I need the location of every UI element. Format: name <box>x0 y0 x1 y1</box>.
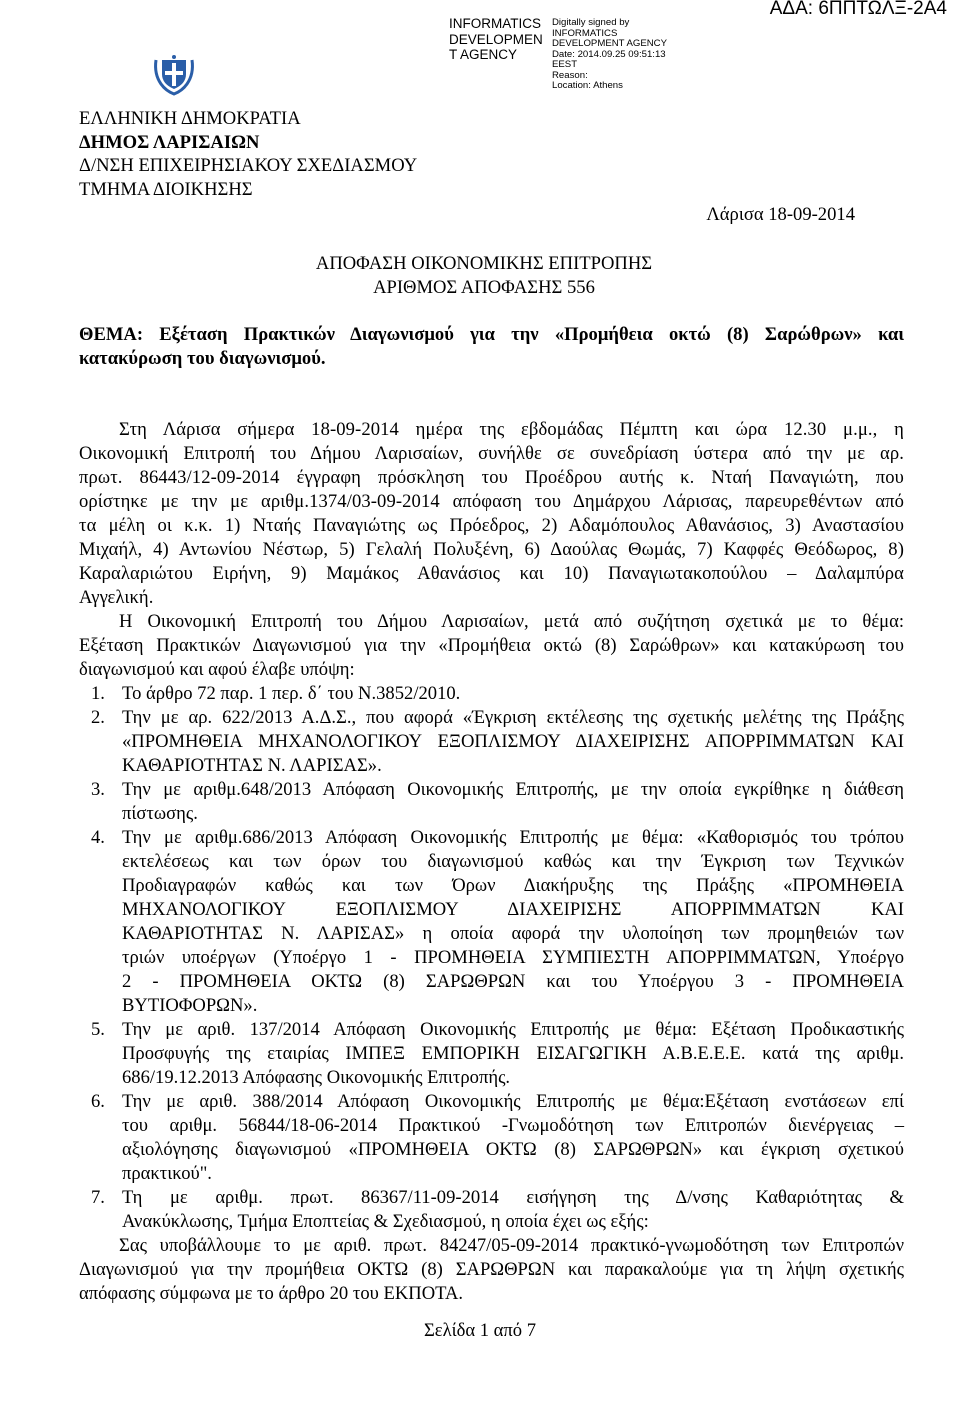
paragraph-line: Καραλαριώτου Ειρήνη, 9) Μαμάκος Αθανάσιος και 10) Παναγιωτακοπούλου – Δαλαμπύρα <box>79 563 904 584</box>
signature-signer-line: T AGENCY <box>449 47 518 62</box>
list-item-line: του αριθμ. 56844/18-06-2014 Πρακτικού -Γνωμοδότηση των Επιτροπών διενέργειας – <box>122 1115 904 1136</box>
list-item-number: 5. <box>91 1019 105 1040</box>
paragraph-line: Διαγωνισμού για την προμήθεια ΟΚΤΩ (8) ΣΑΡΩΘΡΩΝ και παρακαλούμε για τη λήψη σχετικής <box>79 1259 904 1280</box>
list-item-number: 4. <box>91 827 105 848</box>
list-item-line: πρακτικού". <box>122 1163 212 1184</box>
signature-detail-line: INFORMATICS <box>552 27 618 39</box>
signature-signer <box>449 16 554 63</box>
header-municipality: ΔΗΜΟΣ ΛΑΡΙΣΑΙΩΝ <box>79 131 260 153</box>
paragraph-line: απόφασης σύμφωνα με το άρθρο 20 του ΕΚΠΟΤΑ. <box>79 1283 464 1304</box>
signature-signer-line: DEVELOPMEN <box>449 31 543 47</box>
list-item-line: Την με αρ. 622/2013 Α.Δ.Σ., που αφορά «Έγκριση εκτέλεσης της σχετικής μελέτης της Πράξης <box>122 707 904 728</box>
paragraph-line: τα μέλη οι κ.κ. 1) Νταής Παναγιώτης ως Πρόεδρος, 2) Αδαμόπουλος Αθανάσιος, 3) Αναστασίου <box>79 515 904 536</box>
list-item-line: Προδιαγραφών καθώς και των Όρων Διακήρυξης της Πράξης «ΠΡΟΜΗΘΕΙΑ <box>122 875 904 896</box>
paragraph-line: Η Οικονομική Επιτροπή του Δήμου Λαρισαίων, μετά από συζήτηση σχετικά με το θέμα: <box>119 611 904 632</box>
intro-paragraph <box>79 418 904 610</box>
list-item-number: 1. <box>91 683 105 704</box>
list-item <box>79 682 904 706</box>
header-directorate: Δ/ΝΣΗ ΕΠΙΧΕΙΡΗΣΙΑΚΟΥ ΣΧΕΔΙΑΣΜΟΥ <box>79 155 418 176</box>
list-item-line: εκτελέσεως και των όρων του διαγωνισμού καθώς και την Έγκριση των Τεχνικών <box>122 851 904 872</box>
subject-line: ΘΕΜΑ: Εξέταση Πρακτικών Διαγωνισμού για την «Προμήθεια οκτώ (8) Σαρώθρων» και <box>79 324 904 345</box>
signature-detail-line: Date: 2014.09.25 09:51:13 <box>552 48 666 60</box>
list-item-line: πίστωσης. <box>122 803 198 824</box>
signature-detail-line: Location: Athens <box>552 80 623 91</box>
signature-detail-line: EEST <box>552 59 578 70</box>
paragraph-line: Εξέταση Πρακτικών Διαγωνισμού για την «Προμήθεια οκτώ (8) Σαρώθρων» και κατακύρωση του <box>79 635 904 656</box>
ada-identifier: ΑΔΑ: 6ΠΠΤΩΛΞ-2Α4 <box>769 0 947 19</box>
list-item-line: ΜΗΧΑΝΟΛΟΓΙΚΟΥ ΕΞΟΠΛΙΣΜΟΥ ΔΙΑΧΕΙΡΙΣΗΣ ΑΠΟΡΡΙΜΜΑΤΩΝ ΚΑΙ <box>122 899 904 920</box>
paragraph-line: Αγγελική. <box>79 587 154 608</box>
list-item-line: Την με αριθμ.648/2013 Απόφαση Οικονομικής Επιτροπής, με την οποία εγκρίθηκε η διάθεση <box>122 779 904 800</box>
list-item-line: «ΠΡΟΜΗΘΕΙΑ ΜΗΧΑΝΟΛΟΓΙΚΟΥ ΕΞΟΠΛΙΣΜΟΥ ΔΙΑΧΕΙΡΙΣΗΣ ΑΠΟΡΡΙΜΜΑΤΩΝ ΚΑΙ <box>122 731 904 752</box>
signature-detail-line: Reason: <box>552 69 588 81</box>
subject <box>79 323 904 371</box>
paragraph-line: Μιχαήλ, 4) Αντωνίου Νέστωρ, 5) Γελαλή Πολυξένη, 6) Δαούλας Θωμάς, 7) Καφφές Θεόδωρος, 8) <box>79 539 904 560</box>
decision-heading <box>272 252 696 299</box>
list-item-line: 2 - ΠΡΟΜΗΘΕΙΑ ΟΚΤΩ (8) ΣΑΡΩΘΡΩΝ και του Υποέργου 3 - ΠΡΟΜΗΘΕΙΑ <box>122 971 904 992</box>
signature-detail-line: Digitally signed by <box>552 17 630 28</box>
paragraph-line: Οικονομική Επιτροπή του Δήμου Λαρισαίων, συνήλθε σε συνεδρίαση ύστερα από την με αρ. <box>79 443 904 464</box>
header-department: ΤΜΗΜΑ ΔΙΟΙΚΗΣΗΣ <box>79 178 253 200</box>
list-item-line: Τη με αριθμ. πρωτ. 86367/11-09-2014 εισήγηση της Δ/νσης Καθαριότητας & <box>122 1187 904 1208</box>
list-item-line: Την με αριθ. 137/2014 Απόφαση Οικονομικής Επιτροπής με θέμα: Εξέταση Προδικαστικής <box>122 1019 904 1040</box>
decision-number: ΑΡΙΘΜΟΣ ΑΠΟΦΑΣΗΣ 556 <box>373 276 595 298</box>
page-number: Σελίδα 1 από 7 <box>423 1320 537 1341</box>
list-item-line: αξιολόγησης διαγωνισμού «ΠΡΟΜΗΘΕΙΑ ΟΚΤΩ (8) ΣΑΡΩΘΡΩΝ» και έγκριση σχετικού <box>122 1139 904 1160</box>
paragraph-line: Σας υποβάλλουμε το με αριθ. πρωτ. 84247/05-09-2014 πρακτικό-γνωμοδότηση των Επιτροπών <box>119 1235 904 1256</box>
list-item-line: τριών υποέργων (Υποέργο 1 - ΠΡΟΜΗΘΕΙΑ ΣΥΜΠΙΕΣΤΗ ΑΠΟΡΡΙΜΜΑΤΩΝ, Υποέργο <box>122 947 904 968</box>
document-header <box>79 107 417 201</box>
list-item-number: 6. <box>91 1091 105 1112</box>
list-item-line: Την με αριθ. 388/2014 Απόφαση Οικονομικής Επιτροπής με θέμα:Εξέταση ενστάσεων επί <box>122 1091 904 1112</box>
list-item <box>79 1090 904 1186</box>
greek-coat-of-arms-icon <box>152 54 196 98</box>
decision-title: ΑΠΟΦΑΣΗ ΟΙΚΟΝΟΜΙΚΗΣ ΕΠΙΤΡΟΠΗΣ <box>315 253 653 274</box>
list-item-number: 7. <box>91 1187 105 1208</box>
signature-detail-line: DEVELOPMENT AGENCY <box>552 38 667 49</box>
paragraph-line: πρωτ. 86443/12-09-2014 έγγραφη πρόσκληση του Προέδρου αυτής κ. Νταή Παναγιώτη, που <box>79 467 904 488</box>
signature-details <box>552 18 667 92</box>
list-item-line: ΒΥΤΙΟΦΟΡΩΝ». <box>122 995 258 1016</box>
list-item <box>79 778 904 826</box>
closing-paragraph <box>79 1234 904 1306</box>
header-country: ΕΛΛΗΝΙΚΗ ΔΗΜΟΚΡΑΤΙΑ <box>79 108 301 129</box>
place-date: Λάρισα 18-09-2014 <box>706 204 855 225</box>
list-item <box>79 706 904 778</box>
deliberation-paragraph <box>79 610 904 682</box>
list-item-line: ΚΑΘΑΡΙΟΤΗΤΑΣ Ν. ΛΑΡΙΣΑΣ» η οποία αφορά την υλοποίηση των προμηθειών των <box>122 923 904 944</box>
list-item-line: Ανακύκλωσης, Τμήμα Εποπτείας & Σχεδιασμού, η οποία έχει ως εξής: <box>122 1211 649 1232</box>
list-item-line: Το άρθρο 72 παρ. 1 περ. δ΄ του Ν.3852/2010. <box>122 683 461 704</box>
paragraph-line: Στη Λάρισα σήμερα 18-09-2014 ημέρα της εβδομάδας Πέμπτη και ώρα 12.30 μ.μ., η <box>119 419 904 440</box>
list-item <box>79 1018 904 1090</box>
list-item-line: Την με αριθμ.686/2013 Απόφαση Οικονομικής Επιτροπής με θέμα: «Καθορισμός του τρόπου <box>122 827 904 848</box>
list-item-number: 2. <box>91 707 105 728</box>
list-item-number: 3. <box>91 779 105 800</box>
subject-line: κατακύρωση του διαγωνισμού. <box>79 348 326 369</box>
list-item-line: 686/19.12.2013 Απόφασης Οικονομικής Επιτροπής. <box>122 1067 511 1088</box>
paragraph-line: διαγωνισμού και αφού έλαβε υπόψη: <box>79 659 355 680</box>
list-item-line: ΚΑΘΑΡΙΟΤΗΤΑΣ Ν. ΛΑΡΙΣΑΣ». <box>122 755 382 776</box>
list-item-line: Προσφυγής της εταιρίας ΙΜΠΕΞ ΕΜΠΟΡΙΚΗ ΕΙΣΑΓΩΓΙΚΗ Α.Β.Ε.Ε.Ε. κατά της αριθμ. <box>122 1043 904 1064</box>
signature-signer-line: INFORMATICS <box>449 16 541 31</box>
paragraph-line: ορίστηκε με την με αριθμ.1374/03-09-2014 απόφαση του Δημάρχου Λάρισας, παρευρεθέντων από <box>79 491 904 512</box>
list-item <box>79 1186 904 1234</box>
list-item <box>79 826 904 1018</box>
